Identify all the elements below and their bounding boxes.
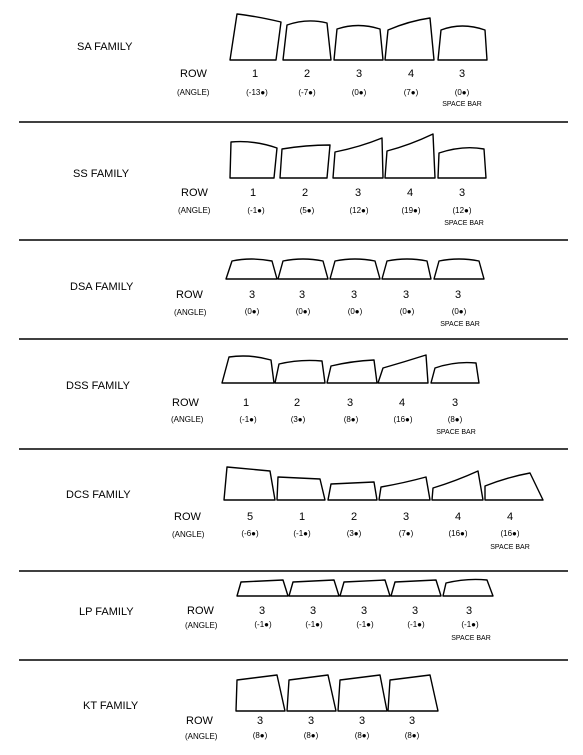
row-number: 3	[248, 289, 256, 301]
angle-label: (ANGLE)	[172, 530, 205, 539]
space-bar-note: SPACE BAR	[444, 220, 484, 227]
keycap-outline	[338, 675, 387, 711]
row-number: 2	[293, 397, 301, 409]
keycap-outline	[226, 259, 277, 279]
row-number: 3	[355, 68, 363, 80]
row-number: 3	[307, 715, 315, 727]
angle-value: (3●)	[346, 529, 362, 538]
keycap-outline	[328, 482, 377, 500]
keycap-outline	[222, 356, 274, 383]
family-title: DCS FAMILY	[66, 489, 131, 501]
angle-label: (ANGLE)	[185, 732, 218, 741]
angle-value: (12●)	[452, 206, 472, 215]
family-title: SA FAMILY	[77, 41, 133, 53]
keycap-outline	[485, 473, 543, 500]
keycap-outline	[432, 471, 483, 500]
row-number: 3	[458, 68, 466, 80]
angle-value: (8●)	[447, 415, 463, 424]
family-lp	[237, 579, 493, 596]
keycap-outline	[327, 360, 377, 383]
angle-value: (8●)	[354, 731, 370, 740]
row-number: 1	[249, 187, 257, 199]
angle-value: (-1●)	[239, 415, 257, 424]
row-label: ROW	[172, 397, 199, 409]
keycap-outline	[379, 477, 430, 500]
row-number: 3	[354, 187, 362, 199]
keycap-outline	[275, 360, 325, 383]
angle-value: (-13●)	[246, 88, 268, 97]
keycap-outline	[443, 579, 493, 596]
row-label: ROW	[180, 68, 207, 80]
keycap-outline	[230, 14, 281, 60]
row-number: 3	[346, 397, 354, 409]
angle-value: (-1●)	[254, 620, 272, 629]
keycap-outline	[230, 142, 277, 178]
keycap-outline	[330, 259, 380, 279]
keycap-outline	[237, 580, 288, 596]
row-label: ROW	[181, 187, 208, 199]
family-dcs	[224, 467, 543, 500]
angle-value: (-1●)	[356, 620, 374, 629]
keycap-outline	[289, 580, 339, 596]
row-number: 3	[458, 187, 466, 199]
keycap-outline	[434, 259, 484, 279]
row-label: ROW	[187, 605, 214, 617]
family-dsa	[226, 259, 484, 279]
row-number: 3	[408, 715, 416, 727]
family-ss	[230, 134, 486, 178]
row-number: 3	[465, 605, 473, 617]
angle-value: (0●)	[347, 307, 363, 316]
angle-value: (-1●)	[305, 620, 323, 629]
keycap-outline	[382, 259, 431, 279]
space-bar-note: SPACE BAR	[440, 321, 480, 328]
keycap-outline	[283, 21, 331, 60]
angle-value: (-1●)	[293, 529, 311, 538]
angle-value: (16●)	[500, 529, 520, 538]
keycap-outline	[385, 134, 435, 178]
angle-value: (0●)	[399, 307, 415, 316]
angle-label: (ANGLE)	[171, 415, 204, 424]
row-number: 3	[258, 605, 266, 617]
row-number: 4	[407, 68, 415, 80]
row-number: 4	[454, 511, 462, 523]
space-bar-note: SPACE BAR	[490, 544, 530, 551]
row-number: 3	[454, 289, 462, 301]
row-number: 1	[298, 511, 306, 523]
angle-value: (12●)	[349, 206, 369, 215]
angle-label: (ANGLE)	[185, 621, 218, 630]
angle-value: (-1●)	[247, 206, 265, 215]
angle-value: (8●)	[252, 731, 268, 740]
keycap-outline	[385, 18, 434, 60]
row-number: 1	[251, 68, 259, 80]
angle-value: (-6●)	[241, 529, 259, 538]
family-title: KT FAMILY	[83, 700, 139, 712]
angle-value: (3●)	[290, 415, 306, 424]
row-number: 3	[298, 289, 306, 301]
angle-value: (8●)	[343, 415, 359, 424]
row-number: 1	[242, 397, 250, 409]
space-bar-note: SPACE BAR	[442, 101, 482, 108]
row-number: 3	[402, 289, 410, 301]
angle-value: (-1●)	[407, 620, 425, 629]
keycap-outline	[340, 580, 390, 596]
space-bar-note: SPACE BAR	[436, 429, 476, 436]
family-title: LP FAMILY	[79, 606, 134, 618]
keycap-outline	[431, 363, 479, 383]
angle-value: (0●)	[295, 307, 311, 316]
angle-value: (0●)	[351, 88, 367, 97]
row-label: ROW	[174, 511, 201, 523]
row-number: 2	[303, 68, 311, 80]
row-number: 3	[451, 397, 459, 409]
row-number: 2	[350, 511, 358, 523]
keycap-outline	[438, 148, 486, 178]
row-number: 5	[246, 511, 254, 523]
row-number: 3	[402, 511, 410, 523]
keycap-outline	[224, 467, 275, 500]
angle-value: (16●)	[448, 529, 468, 538]
keycap-outline	[287, 675, 336, 711]
row-label: ROW	[186, 715, 213, 727]
angle-label: (ANGLE)	[174, 308, 207, 317]
keycap-outline	[333, 138, 383, 178]
keycap-outline	[388, 675, 438, 711]
keycap-outline	[438, 26, 487, 60]
keycap-outline	[334, 26, 383, 61]
keycap-outline	[391, 580, 441, 596]
row-number: 3	[360, 605, 368, 617]
keycap-outline	[378, 355, 428, 383]
angle-value: (0●)	[454, 88, 470, 97]
angle-value: (8●)	[303, 731, 319, 740]
angle-value: (8●)	[404, 731, 420, 740]
row-number: 4	[506, 511, 514, 523]
family-title: DSS FAMILY	[66, 380, 130, 392]
row-label: ROW	[176, 289, 203, 301]
angle-value: (0●)	[451, 307, 467, 316]
row-number: 4	[406, 187, 414, 199]
row-number: 2	[301, 187, 309, 199]
keycap-outline	[277, 477, 325, 500]
family-title: SS FAMILY	[73, 168, 130, 180]
keycap-outline	[278, 259, 328, 279]
family-dss	[222, 355, 479, 383]
row-number: 3	[256, 715, 264, 727]
angle-value: (-7●)	[298, 88, 316, 97]
angle-value: (0●)	[244, 307, 260, 316]
family-kt	[236, 675, 438, 711]
space-bar-note: SPACE BAR	[451, 635, 491, 642]
family-sa	[230, 14, 487, 60]
angle-value: (19●)	[401, 206, 421, 215]
angle-value: (5●)	[299, 206, 315, 215]
row-number: 3	[350, 289, 358, 301]
angle-label: (ANGLE)	[177, 88, 210, 97]
angle-label: (ANGLE)	[178, 206, 211, 215]
angle-value: (-1●)	[461, 620, 479, 629]
row-number: 3	[309, 605, 317, 617]
family-title: DSA FAMILY	[70, 281, 134, 293]
angle-value: (16●)	[393, 415, 413, 424]
row-number: 4	[398, 397, 406, 409]
row-number: 3	[411, 605, 419, 617]
keycap-outline	[280, 145, 330, 178]
row-number: 3	[358, 715, 366, 727]
keycap-outline	[236, 675, 285, 711]
angle-value: (7●)	[403, 88, 419, 97]
angle-value: (7●)	[398, 529, 414, 538]
